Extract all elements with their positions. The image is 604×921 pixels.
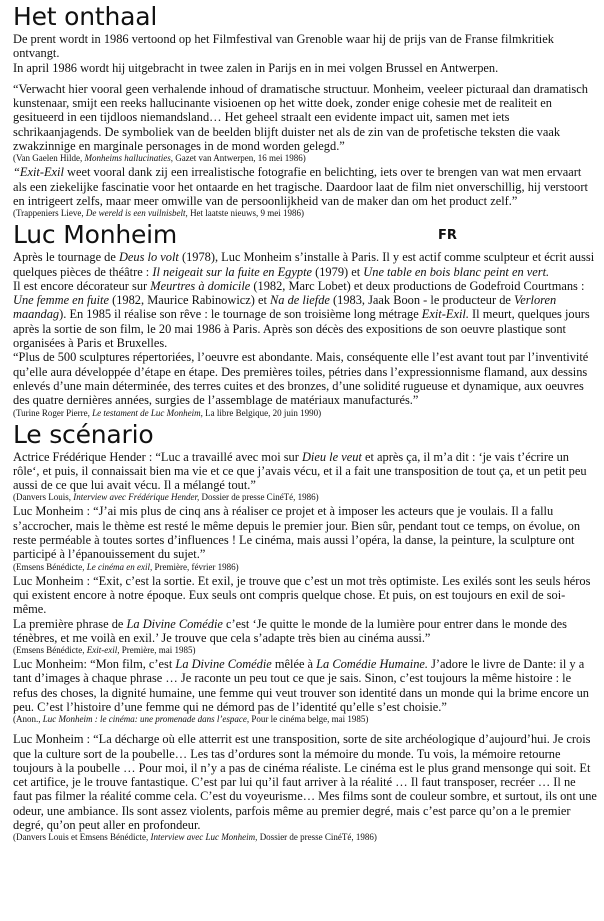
section-het-onthaal: [13, 2, 597, 219]
quote: Luc Monheim : “La décharge où elle atterrit est une transposition, sorte de site archéologique d’aujourd’hui. Je crois que la culture sort de la poubelle… Les tas d’ordures sont la mémoire du monde. Tu vois, la mémoire retourne toujours à la poubelle … Pour moi, il n’y a pas de cinéma réaliste. Le cinéma est le plus grand mensonge qui soit. Et cet artifice, je le trouve fantastique. C’est par lui qu’il faut arriver à la réalité … Il faut transposer, recréer … Il ne faut pas filmer la réalité comme cela. C’est du voyeurisme… Mes films sont de couleur sombre, et surtout, ils ont une odeur, une ambiance. Ils sont assez violents, parfois même au premier degré, mais c’est parce qu’on a le premier degré, qu’on peut aller en profondeur.: [13, 732, 597, 833]
section-title-het-onthaal: Het onthaal: [13, 2, 158, 31]
quote: “Exit-Exil weet vooral dank zij een irrealistische fotografie en belichting, iets over te brengen van wat men ervaart als een ziekelijke fascinatie voor het ontaarde en het tragische. Daardoor laat de film niet onverschillig, hij verstoort en intrigeert zelfs, maar meer omwille van de persoonlijkheid van de maker dan om het product zelf.”: [13, 165, 588, 208]
source-citation: (Turine Roger Pierre, Le testament de Luc Monheim, La libre Belgique, 20 juin 1990): [13, 407, 322, 418]
paragraph: Après le tournage de Deus lo volt (1978), Luc Monheim s’installe à Paris. Il y est actif comme sculpteur et écrit aussi quelques pièces de théâtre : Il neigeait sur la fuite en Egypte (1979) et Une table en bois blanc peint en vert.: [13, 250, 595, 279]
section-le-scenario: [13, 420, 597, 844]
document-page: [13, 2, 597, 844]
language-tag: FR: [438, 228, 457, 244]
source-citation: (Van Gaelen Hilde, Monheims hallucinaties, Gazet van Antwerpen, 16 mei 1986): [13, 153, 306, 164]
quote: “Verwacht hier vooral geen verhalende inhoud of dramatische structuur. Monheim, veeleer picturaal dan dramatisch kunstenaar, smijt een reeks hallucinante visioenen op het witte doek, zonder enige cohesie met de realiteit en gesitueerd in een tijdloos niemandsland… Het geheel straalt een evidente impact uit, samen met iets schrikaanjagends. De symboliek van de beelden blijft duister net als de zin van de profetische teksten die vaak zwakzinnige en marginale personages in de mond worden gelegd.”: [13, 81, 588, 154]
quote: Luc Monheim : “J’ai mis plus de cinq ans à réaliser ce projet et à imposer les acteurs que je voulais. Il a fallu s’accrocher, mais le thème est resté le même depuis le premier jour. Bien sûr, pendant tout ce temps, on évolue, on reste perméable à toutes sortes d’influences ! Le cinéma, mais aussi l’opéra, la danse, la peinture, la sculpture ont participé à l’épanouissement du sujet.”: [13, 504, 581, 562]
source-citation: (Anon., Luc Monheim : le cinéma: une promenade dans l’espace, Pour le cinéma belge, mai 1985): [13, 714, 369, 725]
source-citation: (Trappeniers Lieve, De wereld is een vuilnisbelt, Het laatste nieuws, 9 mei 1986): [13, 208, 305, 219]
quote: Luc Monheim: “Mon film, c’est La Divine Comédie mêlée à La Comédie Humaine. J’adore le livre de Dante: il y a tant d’images à chaque phrase … Je raconte un peu tout ce que je sais. Sinon, c’est toujours la même histoire : le refus des choses, la dignité humaine, une femme qui veut trouver son identité dans un monde qui la brime encore un peu. C’est l’histoire d’une femme qui ne démord pas de l’identité qu’elle s’est choisie.”: [13, 657, 590, 714]
quote: La première phrase de La Divine Comédie c’est ‘Je quitte le monde de la lumière pour entrer dans le monde des ténèbres, et me voilà en exil.’ Je trouve que cela s’adapte très bien au cinéma aussi.”: [13, 616, 567, 645]
section-title-le-scenario: Le scénario: [13, 419, 154, 449]
section-title-luc-monheim: Luc Monheim: [13, 220, 178, 250]
quote: Luc Monheim : “Exit, c’est la sortie. Et exil, je trouve que c’est un mot très optimiste. Les exilés sont les seuls héros qui existent encore à notre époque. Eux seuls ont compris quelque chose. Et puis, on est toujours en exil de soi-même.: [13, 573, 591, 617]
paragraph: De prent wordt in 1986 vertoond op het Filmfestival van Grenoble waar hij de prijs van de Franse filmkritiek ontvangt.: [13, 32, 554, 61]
section-luc-monheim: [13, 220, 597, 418]
source-citation: (Danvers Louis, Interview avec Frédérique Hender, Dossier de presse CinéTé, 1986): [13, 492, 319, 503]
paragraph: In april 1986 wordt hij uitgebracht in twee zalen in Parijs en in mei volgen Brussel en Antwerpen.: [13, 60, 499, 75]
quote: Actrice Frédérique Hender : “Luc a travaillé avec moi sur Dieu le veut et après ça, il m’a dit : ‘je vais t’écrire un rôle‘, et puis, il connaissait bien ma vie et ce que j’avais vécu, et il a fait une transposition de tout ça, et un petit peu aussi de ce que lui avait vécu. Il a mélangé tout.”: [13, 449, 587, 493]
source-citation: (Danvers Louis et Emsens Bénédicte, Interview avec Luc Monheim, Dossier de presse CinéTé, 1986): [13, 832, 377, 843]
title-row: [13, 220, 597, 250]
paragraph: Il est encore décorateur sur Meurtres à domicile (1982, Marc Lobet) et deux productions de Godefroid Courtmans : Une femme en fuite (1982, Maurice Rabinowicz) et Na de liefde (1983, Jaak Boon - le producteur de Verloren maandag). En 1985 il réalise son rêve : le tournage de son troisième long métrage Exit-Exil. Il meurt, quelques jours après la sortie de son film, le 20 mai 1986 à Paris. Après son décès des expositions de son oeuvre plastique sont organisées à Paris et Bruxelles.: [13, 278, 590, 351]
source-citation: (Emsens Bénédicte, Le cinéma en exil, Première, février 1986): [13, 561, 239, 572]
source-citation: (Emsens Bénédicte, Exit-exil, Première, mai 1985): [13, 645, 196, 656]
quote: “Plus de 500 sculptures répertoriées, l’oeuvre est abondante. Mais, conséquente elle l’est avant tout par l’inventivité qu’elle aura développée d’étape en étape. Des premières toiles, pétries dans l’expressionnisme flamand, aux dessins enlevés d’une main déterminée, des terres cuites et des bronzes, d’une solidité rugueuse et dynamique, aux oeuvres des quatre dernières années, surgies de l’assemblage de matériaux manufacturés.”: [13, 350, 589, 408]
